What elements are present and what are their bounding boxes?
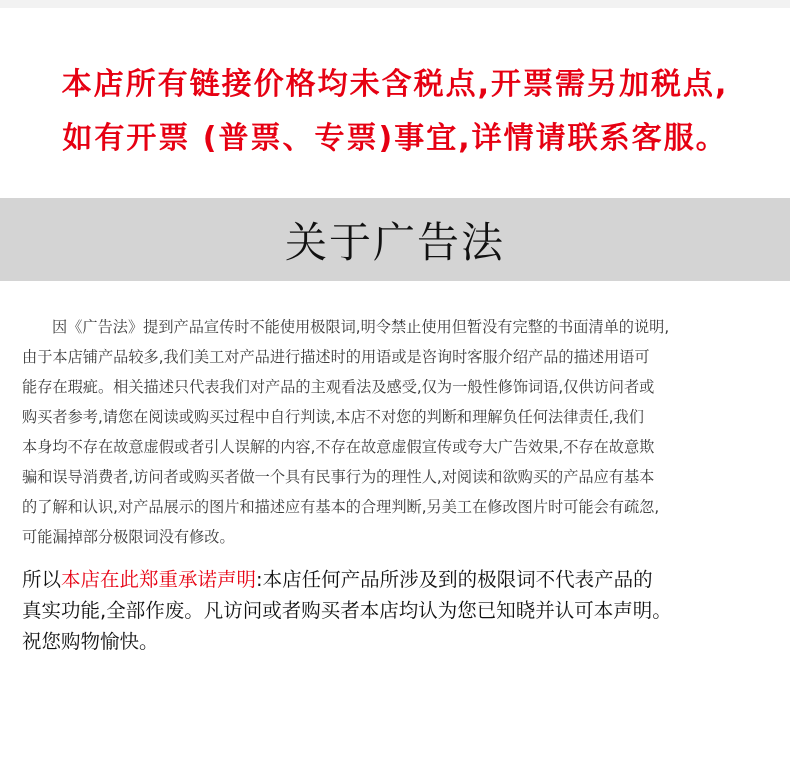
statement-line-1-rest: :本店任何产品所涉及到的极限词不代表产品的	[256, 568, 653, 591]
statement-prefix: 所以	[22, 568, 62, 591]
tax-notice	[0, 58, 790, 166]
statement-highlight: 本店在此郑重承诺声明	[61, 568, 257, 591]
paragraph-line: 可能漏掉部分极限词没有修改。	[22, 528, 235, 546]
tax-notice-line-2: 如有开票 (普票、专票)事宜,详情请联系客服。	[62, 121, 728, 156]
statement-line-3: 祝您购物愉快。	[22, 630, 159, 653]
advertising-law-paragraph	[22, 312, 778, 552]
section-title: 关于广告法	[284, 217, 505, 267]
store-statement	[22, 564, 782, 657]
statement-line-1	[22, 564, 782, 595]
tax-notice-line-1: 本店所有链接价格均未含税点,开票需另加税点,	[61, 67, 729, 102]
paragraph-line: 因《广告法》提到产品宣传时不能使用极限词,明令禁止使用但暂没有完整的书面清单的说明,	[52, 318, 670, 336]
paragraph-line: 本身均不存在故意虚假或者引人误解的内容,不存在故意虚假宣传或夸大广告效果,不存在故意欺	[22, 438, 655, 456]
paragraph-line: 的了解和认识,对产品展示的图片和描述应有基本的合理判断,另美工在修改图片时可能会有疏忽,	[22, 498, 660, 516]
paragraph-line: 购买者参考,请您在阅读或购买过程中自行判读,本店不对您的判断和理解负任何法律责任,我们	[22, 408, 644, 426]
paragraph-line: 骗和误导消费者,访问者或购买者做一个具有民事行为的理性人,对阅读和欲购买的产品应有基本	[22, 468, 655, 486]
paragraph-line: 由于本店铺产品较多,我们美工对产品进行描述时的用语或是咨询时客服介绍产品的描述用语可	[22, 348, 650, 366]
top-divider-strip	[0, 0, 790, 8]
section-banner	[0, 198, 790, 281]
statement-line-2: 真实功能,全部作废。凡访问或者购买者本店均认为您已知晓并认可本声明。	[22, 599, 672, 622]
paragraph-line: 能存在瑕疵。相关描述只代表我们对产品的主观看法及感受,仅为一般性修饰词语,仅供访问者或	[22, 378, 655, 396]
